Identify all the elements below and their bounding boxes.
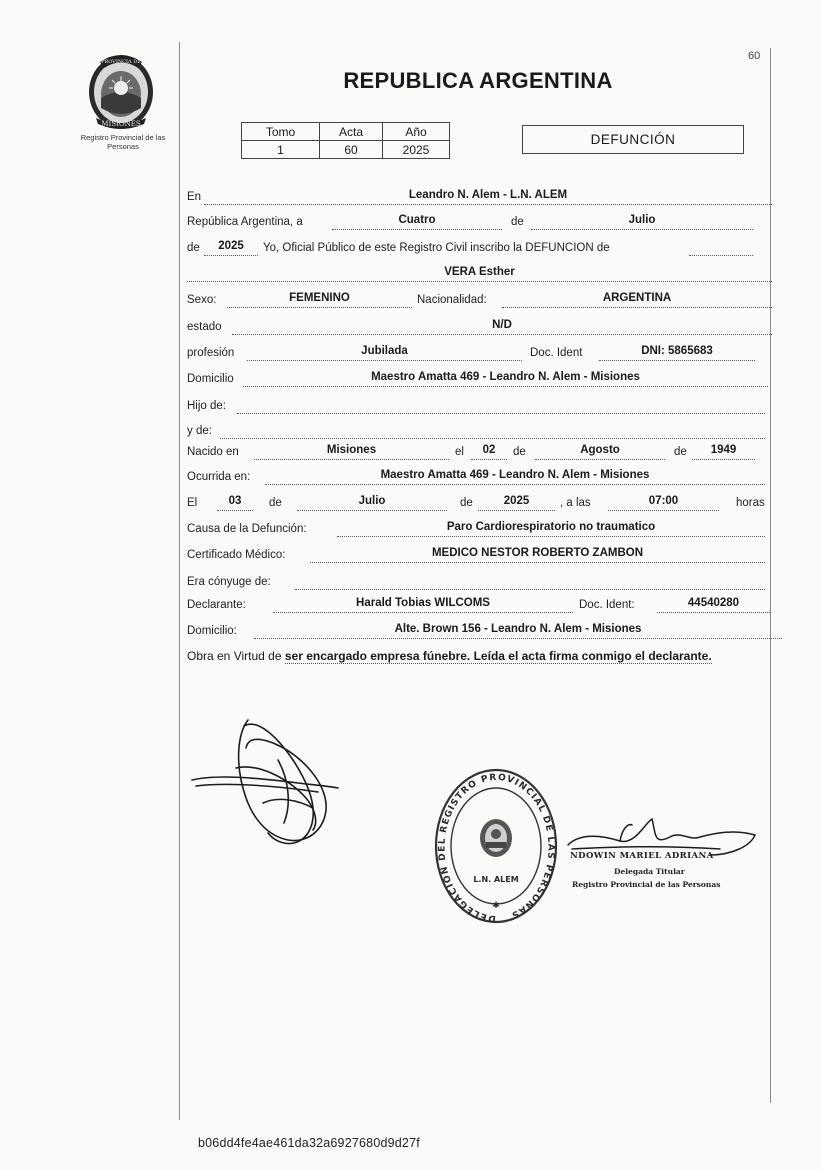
line-causa	[187, 519, 771, 539]
line-death-date	[187, 493, 771, 513]
republica-label: República Argentina, a	[187, 216, 303, 228]
inscription-text: Yo, Oficial Público de este Registro Civil inscribo la DEFUNCION de	[263, 242, 610, 254]
svg-text:PROVINCIA DE: PROVINCIA DE	[101, 59, 141, 65]
birth-de1-label: de	[513, 446, 526, 458]
sexo-value: FEMENINO	[289, 292, 350, 304]
day-word-value: Cuatro	[398, 214, 436, 226]
birth-day-value: 02	[482, 444, 496, 456]
death-month-value: Julio	[358, 495, 386, 507]
line-en	[187, 187, 771, 207]
yde-label: y de:	[187, 425, 212, 437]
inscription-dotted-line	[689, 243, 753, 256]
decl-doc-label: Doc. Ident:	[579, 599, 635, 611]
line-decl-domicilio	[187, 621, 771, 641]
causa-label: Causa de la Defunción:	[187, 523, 307, 535]
decl-domicilio-label: Domicilio:	[187, 625, 237, 637]
year-prefix-label: de	[187, 242, 200, 254]
nacido-value: Misiones	[326, 444, 377, 456]
record-value-acta: 60	[320, 141, 383, 159]
record-value-ano: 2025	[383, 141, 450, 159]
nacido-label: Nacido en	[187, 446, 239, 458]
nacionalidad-label: Nacionalidad:	[417, 294, 487, 306]
hijo-label: Hijo de:	[187, 400, 226, 412]
ocurrida-value: Maestro Amatta 469 - Leandro N. Alem - Misiones	[380, 469, 650, 481]
death-de1-label: de	[269, 497, 282, 509]
line-profesion	[187, 343, 771, 363]
line-republica	[187, 212, 771, 232]
declarante-value: Harald Tobias WILCOMS	[356, 597, 490, 609]
line-domicilio	[187, 369, 771, 389]
deceased-name: VERA Esther	[444, 266, 515, 278]
death-el-label: El	[187, 497, 198, 509]
record-header-acta: Acta	[320, 123, 383, 141]
causa-value: Paro Cardiorespiratorio no traumatico	[446, 521, 656, 533]
line-yde	[187, 421, 771, 441]
document-hash: b06dd4fe4ae461da32a6927680d9d27f	[198, 1136, 420, 1150]
death-day-value: 03	[228, 495, 242, 507]
line-nacido	[187, 442, 771, 462]
death-de2-label: de	[460, 497, 473, 509]
horas-label: horas	[736, 497, 765, 509]
birth-year-value: 1949	[710, 444, 737, 456]
domicilio-label: Domicilio	[187, 373, 234, 385]
delegada-name: NDOWIN MARIEL ADRIANA	[570, 851, 714, 861]
conyuge-label: Era cónyuge de:	[187, 576, 271, 588]
declarant-signature	[188, 708, 348, 858]
line-estado	[187, 317, 771, 337]
profesion-label: profesión	[187, 347, 235, 359]
alas-label: , a las	[560, 497, 591, 509]
birth-de2-label: de	[674, 446, 687, 458]
seal-outer-text: DELEGACION DEL REGISTRO PROVINCIAL DE LAS PERSONAS	[437, 772, 556, 924]
birth-month-value: Agosto	[580, 444, 620, 456]
line-inscription	[187, 238, 771, 258]
svg-text:MISIONES: MISIONES	[101, 120, 141, 128]
ocurrida-label: Ocurrida en:	[187, 471, 251, 483]
decl-doc-value: 44540280	[687, 597, 740, 609]
seal-inner-text: L.N. ALEM	[473, 875, 519, 884]
domicilio-value: Maestro Amatta 469 - Leandro N. Alem - Misiones	[371, 371, 640, 383]
certificado-label: Certificado Médico:	[187, 549, 286, 561]
en-value: Leandro N. Alem - L.N. ALEM	[408, 189, 568, 201]
birth-el-label: el	[455, 446, 464, 458]
line-declarante	[187, 595, 771, 615]
death-year-value: 2025	[503, 495, 530, 507]
sexo-label: Sexo:	[187, 294, 217, 306]
seal-emblem-icon	[480, 819, 512, 857]
line-sexo	[187, 290, 771, 310]
nacionalidad-value: ARGENTINA	[602, 292, 672, 304]
line-conyuge	[187, 572, 771, 592]
hijo-dotted-line	[237, 401, 765, 414]
delegada-role: Delegada Titular	[614, 867, 685, 876]
profesion-value: Jubilada	[361, 345, 408, 357]
record-header-ano: Año	[383, 123, 450, 141]
year-value: 2025	[218, 240, 244, 252]
record-table	[241, 122, 450, 159]
decl-domicilio-value: Alte. Brown 156 - Leandro N. Alem - Misiones	[394, 623, 642, 635]
declarante-label: Declarante:	[187, 599, 246, 611]
estado-label: estado	[187, 321, 222, 333]
estado-value: N/D	[492, 319, 512, 331]
line-ocurrida	[187, 467, 771, 487]
obra-paragraph	[187, 646, 783, 667]
certificado-value: MEDICO NESTOR ROBERTO ZAMBON	[431, 547, 644, 559]
line-deceased	[187, 264, 771, 284]
doc-ident-label: Doc. Ident	[530, 347, 583, 359]
obra-value: ser encargado empresa fúnebre. Leída el acta firma conmigo el declarante.	[284, 649, 712, 663]
obra-prefix: Obra en Virtud de	[187, 649, 282, 663]
left-margin-line	[179, 42, 180, 1120]
de-label: de	[511, 216, 524, 228]
doc-ident-value: DNI: 5865683	[641, 345, 713, 357]
page-title: REPUBLICA ARGENTINA	[343, 68, 613, 93]
record-header-tomo: Tomo	[242, 123, 320, 141]
record-value-tomo: 1	[242, 141, 320, 159]
official-seal	[434, 766, 559, 926]
en-label: En	[187, 191, 202, 203]
line-hijo	[187, 396, 771, 416]
death-time-value: 07:00	[648, 495, 679, 507]
month-value: Julio	[628, 214, 656, 226]
yde-dotted-line	[220, 426, 765, 439]
record-type-box: DEFUNCIÓN	[522, 125, 744, 154]
delegada-org: Registro Provincial de las Personas	[572, 880, 721, 889]
misiones-emblem-icon	[86, 48, 156, 130]
seal-star-icon: ✱	[492, 901, 500, 911]
page-number: 60	[748, 50, 761, 62]
registry-name: Registro Provincial de las Personas	[80, 133, 166, 151]
line-certificado	[187, 545, 771, 565]
conyuge-dotted-line	[295, 577, 765, 590]
